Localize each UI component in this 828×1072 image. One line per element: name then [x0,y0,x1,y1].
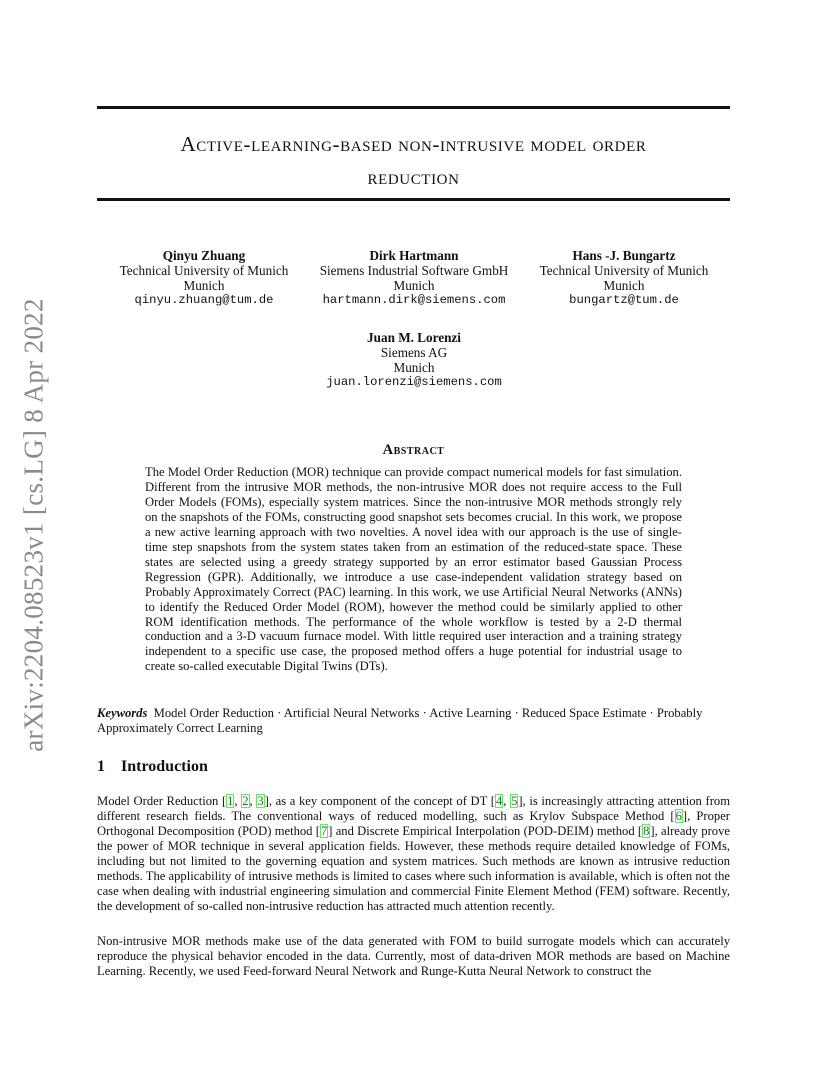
keywords-label: Keywords [97,706,148,720]
title-rule-top [97,106,730,109]
keywords-text: Model Order Reduction · Artificial Neural Networks · Active Learning · Reduced Space Estimate · Probably Approximately Correct Learning [97,706,703,735]
author-name: Qinyu Zhuang [162,248,246,263]
author-name: Dirk Hartmann [369,248,459,263]
text-run: Model Order Reduction [ [97,794,227,808]
author-city: Munich [603,278,645,293]
author-name: Hans -J. Bungartz [572,248,676,263]
citation-link[interactable]: 1 [227,794,234,808]
author-block [304,330,524,390]
author-email[interactable]: qinyu.zhuang@tum.de [134,293,274,307]
text-run: , [503,794,511,808]
author-email[interactable]: juan.lorenzi@siemens.com [326,375,502,389]
author-city: Munich [183,278,225,293]
title-line-1: Active-learning-based non-intrusive model order [180,132,647,156]
section-title: Introduction [121,758,208,775]
arxiv-identifier: arXiv:2204.08523v1 [cs.LG] 8 Apr 2022 [18,298,49,752]
abstract-text: The Model Order Reduction (MOR) technique can provide compact numerical models for fast simulation. Different from the intrusive MOR methods, the non-intrusive MOR does not require access to the Full Order Models (FOMs), especially system matrices. Since the non-intrusive MOR methods strongly rely on the snapshots of the FOMs, constructing good snapshot sets becomes crucial. In this work, we propose a new active learning approach with two novelties. A novel idea with our approach is the use of single-time step snapshots from the system states taken from an estimation of the reduced-state space. These states are selected using a greedy strategy supported by an error estimator based Gaussian Process Regression (GPR). Additionally, we introduce a use case-independent validation strategy based on Probably Approximately Correct (PAC) learning. In this work, we use Artificial Neural Networks (ANNs) to identify the Reduced Order Model (ROM), however the method could be similarly applied to other ROM identification methods. The performance of the whole workflow is tested by a 2-D thermal conduction and a 3-D vacuum furnace model. With little required user interaction and a training strategy independent to a specific use case, the proposed method offers a huge potential for industrial usage to create so-called executable Digital Twins (DTs). [145,465,682,674]
author-city: Munich [393,360,435,375]
author-affiliation: Siemens AG [380,345,448,360]
citation-link[interactable]: 3 [257,794,264,808]
keywords-line [97,706,730,736]
title-rule-bottom [97,198,730,201]
author-block [304,248,524,308]
author-affiliation: Siemens Industrial Software GmbH [319,263,509,278]
citation-link[interactable]: 7 [320,823,328,838]
author-name: Juan M. Lorenzi [367,330,461,345]
text-run: ], Proper Orthogonal Decomposition (POD) method [ [97,808,730,838]
text-run: , [249,794,257,808]
author-city: Munich [393,278,435,293]
section-heading [97,758,208,776]
citation-link[interactable]: 6 [675,808,682,823]
text-run: , [234,794,242,808]
citation-link[interactable]: 5 [511,794,518,808]
paper-title [97,128,730,194]
abstract-heading: Abstract [382,442,445,458]
title-line-2: reduction [367,165,460,189]
intro-paragraph-2: Non-intrusive MOR methods make use of the data generated with FOM to build surrogate models which can accurately reproduce the physical behavior encoded in the data. Currently, most of data-driven MOR methods are based on Machine Learning. Recently, we used Feed-forward Neural Network and Runge-Kutta Neural Network to construct the [97,934,730,978]
author-email[interactable]: hartmann.dirk@siemens.com [322,293,506,307]
text-run: ], is increasingly attracting attention from different research fields. The conventional ways of reduced modelling, such as Krylov Subspace Method [ [97,794,730,823]
arxiv-side-stamp [14,290,54,760]
section-number: 1 [97,758,105,775]
author-affiliation: Technical University of Munich [539,263,709,278]
text-run: ], already prove the power of MOR technique in several application fields. However, these methods require detailed knowledge of FOMs, including but not limited to the governing equation and system matrices. Such methods are known as intrusive reduction methods. The applicability of intrusive methods is limited to cases where such information is available, which is often not the case when dealing with industrial engineering simulation and commercial Finite Element Method (FEM) software. Recently, the development of so-called non-intrusive reduction has attracted much attention recently. [97,823,730,913]
citation-link[interactable]: 2 [242,794,249,808]
citation-link[interactable]: 4 [495,794,503,808]
author-email[interactable]: bungartz@tum.de [569,293,679,307]
intro-paragraph-1 [97,794,730,914]
author-block [524,248,724,308]
text-run: ] and Discrete Empirical Interpolation (POD-DEIM) method [ [328,823,643,838]
author-affiliation: Technical University of Munich [119,263,289,278]
citation-link[interactable]: 8 [643,823,650,838]
author-block [104,248,304,308]
text-run: ], as a key component of the concept of DT [ [264,794,495,808]
